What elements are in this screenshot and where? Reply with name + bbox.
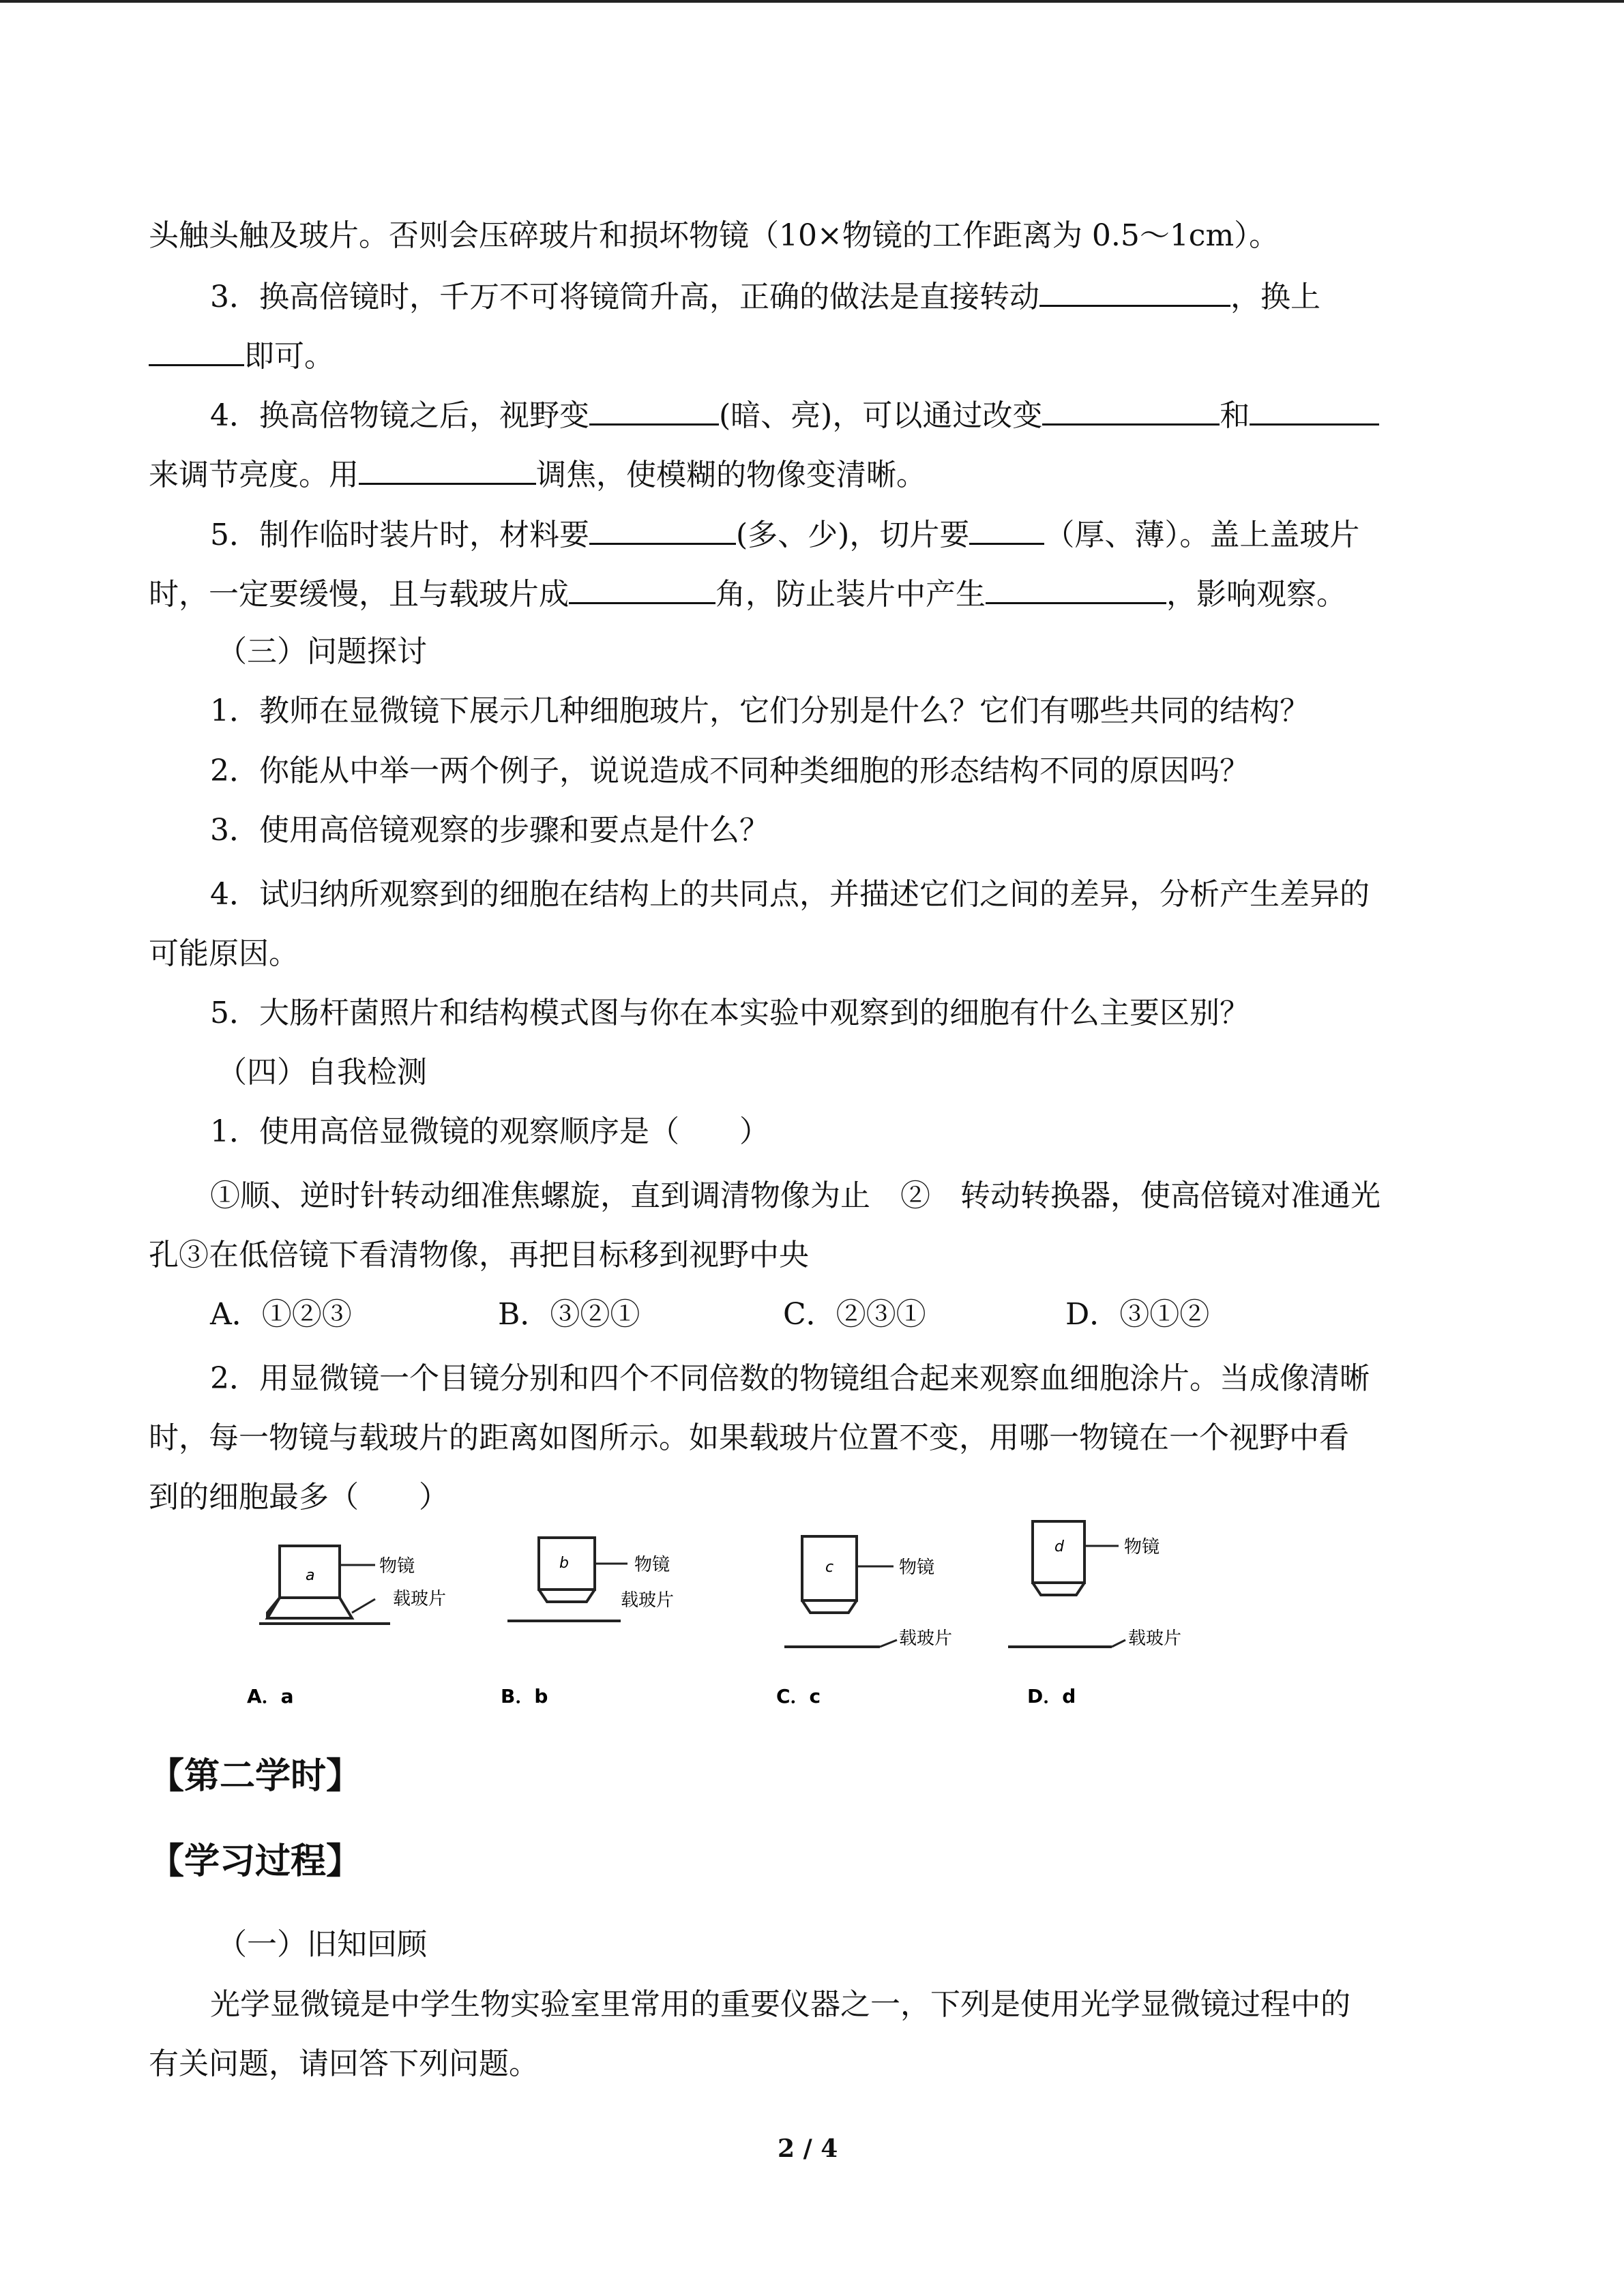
blank	[589, 393, 719, 426]
letter-d: d	[1054, 1538, 1064, 1555]
question-5-line: 5．制作临时装片时，材料要 (多、少)，切片要 （厚、薄）。盖上盖玻片	[210, 513, 1359, 556]
question-5-line-2: 时，一定要缓慢，且与载玻片成 角，防止装片中产生 ，影响观察。	[149, 572, 1346, 615]
discussion-q4: 4．试归纳所观察到的细胞在结构上的共同点，并描述它们之间的差异，分析产生差异的	[210, 877, 1370, 912]
blank	[986, 572, 1166, 604]
quiz-q1-steps: ①顺、逆时针转动细准焦螺旋，直到调清物像为止 ② 转动转换器，使高倍镜对准通光	[210, 1178, 1381, 1213]
discussion-q3: 3．使用高倍镜观察的步骤和要点是什么？	[210, 813, 769, 848]
section-heading-1: （一）旧知回顾	[217, 1927, 427, 1962]
label-slide: 载玻片	[393, 1589, 447, 1609]
label-objective: 物镜	[1124, 1537, 1160, 1557]
label-slide: 载玻片	[621, 1590, 675, 1611]
option-a: A．①②③	[210, 1297, 352, 1332]
option-d: D．③①②	[1065, 1297, 1210, 1332]
blank	[359, 453, 536, 485]
section-heading-3: （三）问题探讨	[217, 634, 427, 669]
discussion-q1: 1．教师在显微镜下展示几种细胞玻片，它们分别是什么？它们有哪些共同的结构？	[210, 694, 1310, 728]
label-objective: 物镜	[899, 1557, 935, 1578]
heading-second-period: 【第二学时】	[149, 1756, 362, 1797]
objective-b	[501, 1538, 674, 1708]
option-c: C．②③①	[783, 1297, 926, 1332]
review-intro: 光学显微镜是中学生物实验室里常用的重要仪器之一，下列是使用光学显微镜过程中的	[210, 1987, 1350, 2022]
blank	[569, 572, 715, 604]
question-4-line-2: 来调节亮度。用 调焦，使模糊的物像变清晰。	[149, 453, 926, 496]
label-objective: 物镜	[634, 1555, 670, 1575]
label-slide: 载玻片	[899, 1628, 953, 1649]
blank	[1250, 393, 1379, 426]
objective-a	[247, 1546, 446, 1708]
discussion-q5: 5．大肠杆菌照片和结构模式图与你在本实验中观察到的细胞有什么主要区别？	[210, 996, 1250, 1030]
objective-c	[776, 1536, 952, 1708]
text-line: 头触头触及玻片。否则会压碎玻片和损坏物镜（10×物镜的工作距离为 0.5～1cm）。	[149, 218, 1280, 253]
caption-d: D．d	[1027, 1685, 1076, 1708]
quiz-q2: 2．用显微镜一个目镜分别和四个不同倍数的物镜组合起来观察血细胞涂片。当成像清晰	[210, 1361, 1370, 1396]
caption-a: A．a	[247, 1685, 294, 1708]
section-heading-4: （四）自我检测	[217, 1055, 427, 1090]
blank	[149, 334, 244, 366]
label-objective: 物镜	[379, 1556, 415, 1577]
blank	[589, 513, 736, 545]
quiz-q2-cont-2: 到的细胞最多（ ）	[149, 1480, 449, 1515]
question-3-line: 3．换高倍镜时，千万不可将镜筒升高，正确的做法是直接转动 ，换上	[210, 275, 1320, 318]
discussion-q2: 2．你能从中举一两个例子，说说造成不同种类细胞的形态结构不同的原因吗？	[210, 754, 1250, 788]
option-b: B．③②①	[498, 1297, 640, 1332]
question-4-line: 4．换高倍物镜之后，视野变 (暗、亮)，可以通过改变 和	[210, 393, 1379, 436]
objective-distance-figure	[239, 1517, 1235, 1729]
caption-b: B．b	[501, 1685, 548, 1708]
quiz-q1: 1．使用高倍显微镜的观察顺序是（ ）	[210, 1114, 769, 1149]
page-number: 2 / 4	[778, 2134, 838, 2163]
objective-d	[1008, 1521, 1181, 1708]
quiz-q1-steps-cont: 孔③在低倍镜下看清物像，再把目标移到视野中央	[149, 1238, 809, 1272]
blank	[1042, 393, 1220, 426]
blank	[969, 513, 1044, 545]
letter-c: c	[825, 1559, 834, 1576]
top-border	[0, 0, 1624, 3]
question-3-line-2: 即可。	[149, 334, 334, 377]
letter-b: b	[559, 1555, 569, 1572]
quiz-q2-cont: 时，每一物镜与载玻片的距离如图所示。如果载玻片位置不变，用哪一物镜在一个视野中看	[149, 1420, 1349, 1455]
caption-c: C．c	[776, 1685, 821, 1708]
discussion-q4-cont: 可能原因。	[149, 936, 299, 971]
label-slide: 载玻片	[1128, 1628, 1182, 1649]
review-intro-cont: 有关问题，请回答下列问题。	[149, 2046, 539, 2081]
letter-a: a	[306, 1567, 315, 1584]
blank	[1039, 275, 1230, 307]
heading-learning-process: 【学习过程】	[149, 1841, 362, 1882]
